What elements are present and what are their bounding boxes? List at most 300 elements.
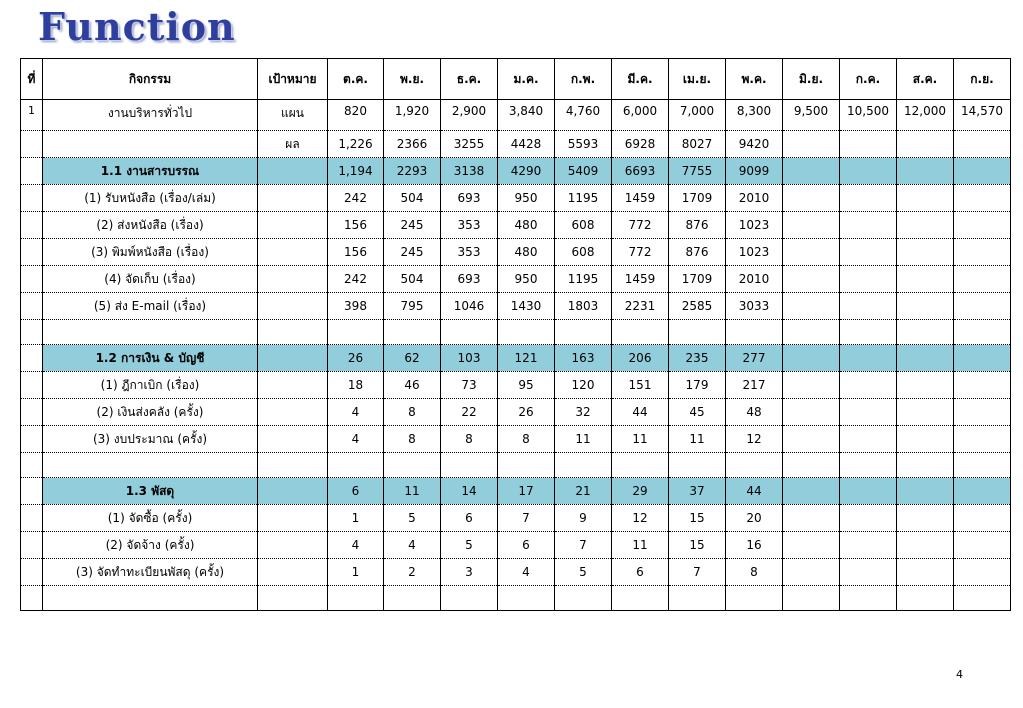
cell-value: 820: [328, 100, 384, 131]
cell-no: [21, 266, 43, 293]
cell-value: [897, 345, 954, 372]
cell-value: [783, 586, 840, 611]
cell-value: 6693: [612, 158, 669, 185]
cell-activity: 1.1 งานสารบรรณ: [43, 158, 258, 185]
cell-value: [783, 266, 840, 293]
cell-value: 2366: [384, 131, 441, 158]
cell-value: 120: [555, 372, 612, 399]
cell-value: 26: [498, 399, 555, 426]
cell-value: [328, 586, 384, 611]
cell-value: [441, 453, 498, 478]
cell-value: 1,226: [328, 131, 384, 158]
cell-value: [783, 426, 840, 453]
header-target: เป้าหมาย: [258, 59, 328, 100]
cell-no: [21, 478, 43, 505]
cell-no: [21, 293, 43, 320]
cell-activity: (3) พิมพ์หนังสือ (เรื่อง): [43, 239, 258, 266]
cell-value: [897, 293, 954, 320]
cell-value: [840, 426, 897, 453]
table-row: [21, 239, 1011, 266]
cell-value: 1709: [669, 185, 726, 212]
cell-value: [897, 320, 954, 345]
cell-value: [783, 399, 840, 426]
cell-value: 8: [441, 426, 498, 453]
cell-value: 6: [328, 478, 384, 505]
cell-no: [21, 158, 43, 185]
cell-value: [384, 320, 441, 345]
cell-value: [555, 453, 612, 478]
cell-value: 8: [384, 426, 441, 453]
cell-activity: [43, 320, 258, 345]
cell-value: [897, 266, 954, 293]
cell-value: 217: [726, 372, 783, 399]
cell-value: [897, 505, 954, 532]
cell-value: 18: [328, 372, 384, 399]
cell-value: [328, 453, 384, 478]
cell-value: 21: [555, 478, 612, 505]
cell-value: 12: [726, 426, 783, 453]
cell-value: 20: [726, 505, 783, 532]
cell-value: [555, 320, 612, 345]
cell-value: [954, 372, 1011, 399]
cell-activity: 1.3 พัสดุ: [43, 478, 258, 505]
cell-activity: [43, 131, 258, 158]
cell-value: [897, 372, 954, 399]
cell-no: [21, 185, 43, 212]
cell-value: [840, 266, 897, 293]
cell-value: [669, 320, 726, 345]
cell-activity: (3) จัดทำทะเบียนพัสดุ (ครั้ง): [43, 559, 258, 586]
header-month: ก.ย.: [954, 59, 1011, 100]
cell-value: 5: [384, 505, 441, 532]
cell-value: 2,900: [441, 100, 498, 131]
cell-value: 1195: [555, 266, 612, 293]
header-month: ส.ค.: [897, 59, 954, 100]
cell-value: 9,500: [783, 100, 840, 131]
cell-value: 5: [555, 559, 612, 586]
cell-value: 245: [384, 212, 441, 239]
cell-value: [840, 372, 897, 399]
cell-target: [258, 266, 328, 293]
cell-value: [897, 453, 954, 478]
cell-value: 12: [612, 505, 669, 532]
cell-value: 1: [328, 505, 384, 532]
cell-value: 504: [384, 185, 441, 212]
cell-value: [669, 586, 726, 611]
cell-value: [783, 453, 840, 478]
cell-value: 608: [555, 212, 612, 239]
cell-value: 608: [555, 239, 612, 266]
cell-value: 7: [669, 559, 726, 586]
cell-value: 5: [441, 532, 498, 559]
cell-value: [897, 478, 954, 505]
cell-value: [783, 478, 840, 505]
cell-value: [954, 453, 1011, 478]
cell-value: 46: [384, 372, 441, 399]
cell-value: 16: [726, 532, 783, 559]
cell-value: 480: [498, 239, 555, 266]
cell-value: [441, 320, 498, 345]
cell-value: 163: [555, 345, 612, 372]
table-row: [21, 532, 1011, 559]
cell-value: 8: [726, 559, 783, 586]
cell-value: 37: [669, 478, 726, 505]
cell-activity: (5) ส่ง E-mail (เรื่อง): [43, 293, 258, 320]
cell-value: 245: [384, 239, 441, 266]
cell-value: 1430: [498, 293, 555, 320]
cell-value: 1: [328, 559, 384, 586]
cell-activity: (2) ส่งหนังสือ (เรื่อง): [43, 212, 258, 239]
cell-target: [258, 505, 328, 532]
header-month: พ.ย.: [384, 59, 441, 100]
cell-no: [21, 559, 43, 586]
cell-target: [258, 586, 328, 611]
header-month: ธ.ค.: [441, 59, 498, 100]
table-row: [21, 266, 1011, 293]
cell-value: [840, 345, 897, 372]
cell-value: 179: [669, 372, 726, 399]
cell-value: 7: [555, 532, 612, 559]
cell-value: [498, 586, 555, 611]
cell-value: 1459: [612, 266, 669, 293]
cell-value: [897, 559, 954, 586]
table-row: [21, 131, 1011, 158]
cell-value: [954, 266, 1011, 293]
cell-target: [258, 345, 328, 372]
cell-value: 45: [669, 399, 726, 426]
section-row: [21, 478, 1011, 505]
cell-value: 772: [612, 239, 669, 266]
table-row: [21, 372, 1011, 399]
cell-value: [897, 158, 954, 185]
cell-value: [840, 239, 897, 266]
cell-value: [897, 586, 954, 611]
cell-target: แผน: [258, 100, 328, 131]
cell-value: [441, 586, 498, 611]
cell-value: 3255: [441, 131, 498, 158]
page-title: Function: [38, 4, 236, 49]
blank-row: [21, 320, 1011, 345]
cell-value: 242: [328, 266, 384, 293]
header-month: พ.ค.: [726, 59, 783, 100]
table-row: [21, 293, 1011, 320]
cell-value: 9099: [726, 158, 783, 185]
cell-value: [783, 345, 840, 372]
cell-value: 22: [441, 399, 498, 426]
cell-value: [897, 239, 954, 266]
cell-value: 398: [328, 293, 384, 320]
cell-value: [954, 293, 1011, 320]
cell-value: 14,570: [954, 100, 1011, 131]
cell-value: 15: [669, 532, 726, 559]
header-month: เม.ย.: [669, 59, 726, 100]
cell-value: 4290: [498, 158, 555, 185]
cell-value: 17: [498, 478, 555, 505]
cell-value: [328, 320, 384, 345]
cell-value: 26: [328, 345, 384, 372]
table-row: [21, 505, 1011, 532]
cell-value: 7755: [669, 158, 726, 185]
cell-value: [897, 399, 954, 426]
cell-value: 15: [669, 505, 726, 532]
cell-value: 3: [441, 559, 498, 586]
cell-value: [783, 185, 840, 212]
cell-value: [669, 453, 726, 478]
cell-value: 5593: [555, 131, 612, 158]
cell-value: 772: [612, 212, 669, 239]
cell-value: 9: [555, 505, 612, 532]
cell-value: 29: [612, 478, 669, 505]
cell-value: 4: [384, 532, 441, 559]
cell-value: 242: [328, 185, 384, 212]
cell-value: [954, 239, 1011, 266]
cell-value: 95: [498, 372, 555, 399]
cell-value: [612, 320, 669, 345]
cell-value: 1023: [726, 212, 783, 239]
cell-value: [954, 399, 1011, 426]
cell-activity: (2) จัดจ้าง (ครั้ง): [43, 532, 258, 559]
cell-value: [954, 505, 1011, 532]
cell-value: [954, 532, 1011, 559]
cell-value: [954, 185, 1011, 212]
cell-value: 4: [328, 426, 384, 453]
cell-no: [21, 372, 43, 399]
cell-value: [954, 345, 1011, 372]
cell-value: [897, 212, 954, 239]
cell-value: 9420: [726, 131, 783, 158]
cell-value: 1459: [612, 185, 669, 212]
header-month: ก.ค.: [840, 59, 897, 100]
cell-value: 1195: [555, 185, 612, 212]
header-month: มี.ค.: [612, 59, 669, 100]
cell-value: 4428: [498, 131, 555, 158]
cell-value: 353: [441, 212, 498, 239]
cell-target: [258, 559, 328, 586]
cell-value: [840, 320, 897, 345]
cell-value: [897, 185, 954, 212]
cell-target: [258, 426, 328, 453]
cell-value: 32: [555, 399, 612, 426]
cell-value: 1709: [669, 266, 726, 293]
cell-value: [954, 212, 1011, 239]
cell-activity: (1) จัดซื้อ (ครั้ง): [43, 505, 258, 532]
cell-value: 11: [612, 532, 669, 559]
cell-target: [258, 453, 328, 478]
table-row: [21, 426, 1011, 453]
cell-value: 7: [498, 505, 555, 532]
cell-target: [258, 185, 328, 212]
cell-no: [21, 505, 43, 532]
cell-value: 2231: [612, 293, 669, 320]
cell-value: 2293: [384, 158, 441, 185]
cell-value: 8: [498, 426, 555, 453]
table-body: [21, 100, 1011, 611]
cell-target: ผล: [258, 131, 328, 158]
cell-value: 8: [384, 399, 441, 426]
cell-value: 11: [384, 478, 441, 505]
cell-value: 693: [441, 185, 498, 212]
cell-value: 1803: [555, 293, 612, 320]
section-row: [21, 345, 1011, 372]
cell-value: 504: [384, 266, 441, 293]
header-month: มิ.ย.: [783, 59, 840, 100]
cell-value: 1046: [441, 293, 498, 320]
cell-value: 62: [384, 345, 441, 372]
cell-value: [840, 399, 897, 426]
cell-value: 11: [669, 426, 726, 453]
cell-value: [840, 586, 897, 611]
cell-value: 3138: [441, 158, 498, 185]
cell-no: 1: [21, 100, 43, 131]
cell-value: [897, 131, 954, 158]
cell-value: [840, 453, 897, 478]
cell-value: 6: [498, 532, 555, 559]
cell-value: 1023: [726, 239, 783, 266]
blank-row: [21, 586, 1011, 611]
header-month: ม.ค.: [498, 59, 555, 100]
cell-value: [840, 532, 897, 559]
cell-value: [783, 559, 840, 586]
section-row: [21, 158, 1011, 185]
cell-value: [783, 131, 840, 158]
cell-no: [21, 532, 43, 559]
cell-value: 156: [328, 212, 384, 239]
cell-target: [258, 372, 328, 399]
cell-no: [21, 345, 43, 372]
cell-value: [384, 453, 441, 478]
cell-activity: (2) เงินส่งคลัง (ครั้ง): [43, 399, 258, 426]
cell-target: [258, 320, 328, 345]
cell-value: 206: [612, 345, 669, 372]
cell-no: [21, 426, 43, 453]
cell-value: 2585: [669, 293, 726, 320]
cell-value: 950: [498, 185, 555, 212]
header-month: ก.พ.: [555, 59, 612, 100]
cell-value: 4,760: [555, 100, 612, 131]
cell-value: [840, 212, 897, 239]
cell-value: 103: [441, 345, 498, 372]
header-activity: กิจกรรม: [43, 59, 258, 100]
cell-value: 3,840: [498, 100, 555, 131]
cell-value: [840, 158, 897, 185]
cell-value: [498, 453, 555, 478]
cell-value: [783, 532, 840, 559]
cell-value: [612, 453, 669, 478]
cell-no: [21, 399, 43, 426]
cell-target: [258, 158, 328, 185]
cell-value: [954, 426, 1011, 453]
cell-target: [258, 399, 328, 426]
cell-activity: (4) จัดเก็บ (เรื่อง): [43, 266, 258, 293]
cell-value: [384, 586, 441, 611]
cell-value: [840, 478, 897, 505]
cell-value: 876: [669, 212, 726, 239]
cell-value: 44: [612, 399, 669, 426]
cell-value: 5409: [555, 158, 612, 185]
cell-value: [783, 293, 840, 320]
cell-value: 876: [669, 239, 726, 266]
cell-value: 6,000: [612, 100, 669, 131]
cell-value: 14: [441, 478, 498, 505]
cell-value: [954, 559, 1011, 586]
header-no: ที่: [21, 59, 43, 100]
cell-value: 6: [612, 559, 669, 586]
cell-value: [783, 372, 840, 399]
cell-value: 950: [498, 266, 555, 293]
cell-value: [840, 293, 897, 320]
cell-value: 44: [726, 478, 783, 505]
cell-value: 277: [726, 345, 783, 372]
cell-value: [726, 586, 783, 611]
cell-value: [954, 586, 1011, 611]
cell-value: 7,000: [669, 100, 726, 131]
cell-value: 4: [328, 532, 384, 559]
cell-target: [258, 478, 328, 505]
cell-value: 12,000: [897, 100, 954, 131]
table-row: [21, 399, 1011, 426]
cell-value: [954, 320, 1011, 345]
cell-value: 121: [498, 345, 555, 372]
cell-value: 73: [441, 372, 498, 399]
cell-value: 48: [726, 399, 783, 426]
cell-value: [840, 559, 897, 586]
cell-value: [612, 586, 669, 611]
cell-value: [783, 505, 840, 532]
cell-value: 10,500: [840, 100, 897, 131]
cell-no: [21, 586, 43, 611]
cell-value: [954, 158, 1011, 185]
cell-value: 11: [555, 426, 612, 453]
cell-target: [258, 532, 328, 559]
cell-value: 11: [612, 426, 669, 453]
table-row: [21, 559, 1011, 586]
table-row: [21, 212, 1011, 239]
cell-value: [840, 185, 897, 212]
cell-value: 8,300: [726, 100, 783, 131]
cell-value: [897, 532, 954, 559]
cell-value: 4: [498, 559, 555, 586]
cell-value: [840, 131, 897, 158]
cell-value: 1,920: [384, 100, 441, 131]
cell-activity: [43, 586, 258, 611]
cell-target: [258, 212, 328, 239]
cell-value: [783, 239, 840, 266]
page-number: 4: [956, 668, 963, 681]
header-month: ต.ค.: [328, 59, 384, 100]
cell-value: [954, 478, 1011, 505]
cell-value: 151: [612, 372, 669, 399]
cell-activity: (1) ฎีกาเบิก (เรื่อง): [43, 372, 258, 399]
cell-activity: (1) รับหนังสือ (เรื่อง/เล่ม): [43, 185, 258, 212]
table-row: [21, 185, 1011, 212]
cell-value: 6: [441, 505, 498, 532]
cell-target: [258, 239, 328, 266]
cell-value: 156: [328, 239, 384, 266]
cell-no: [21, 212, 43, 239]
cell-activity: [43, 453, 258, 478]
cell-value: 2010: [726, 266, 783, 293]
cell-no: [21, 320, 43, 345]
cell-value: [726, 453, 783, 478]
cell-value: 3033: [726, 293, 783, 320]
blank-row: [21, 453, 1011, 478]
cell-value: [498, 320, 555, 345]
cell-value: [954, 131, 1011, 158]
function-table: [20, 58, 1011, 611]
cell-value: 8027: [669, 131, 726, 158]
cell-activity: 1.2 การเงิน & บัญชี: [43, 345, 258, 372]
cell-value: 1,194: [328, 158, 384, 185]
